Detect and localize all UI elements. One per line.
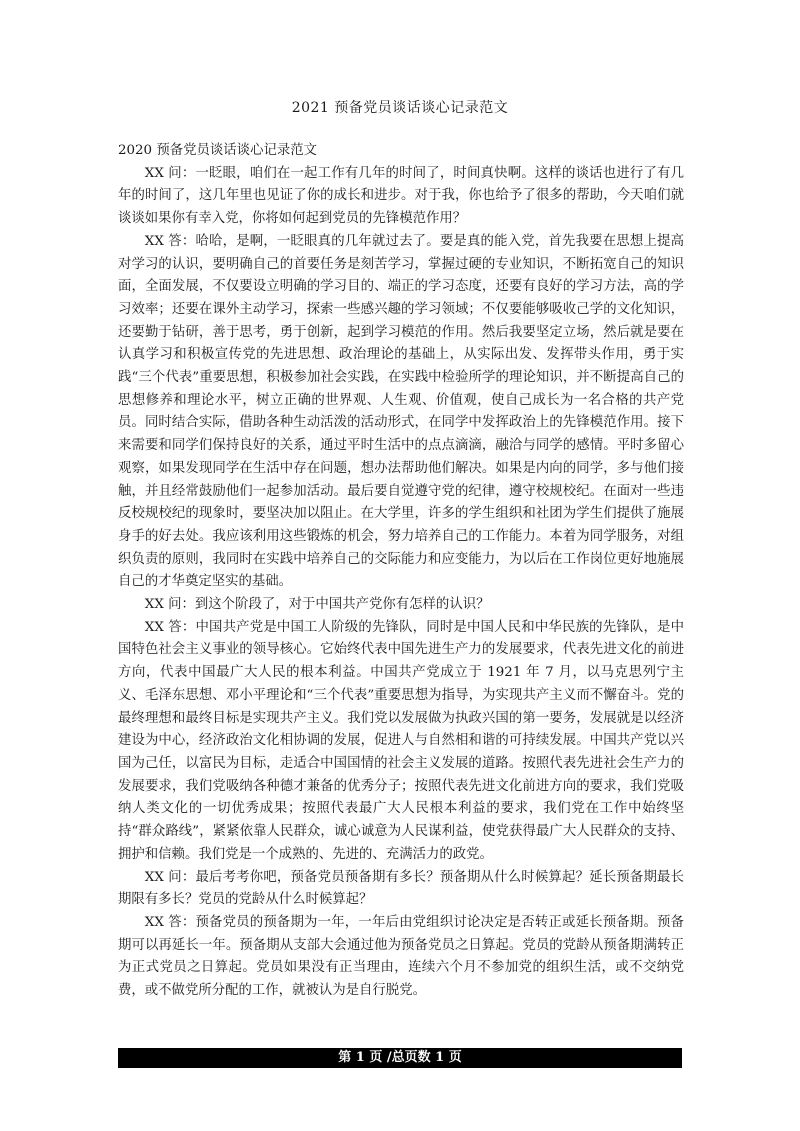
- paragraph-answer-3: XX 答：预备党员的预备期为一年，一年后由党组织讨论决定是否转正或延长预备期。预备期可以再延长一年。预备期从支部大会通过他为预备党员之日算起。党员的党龄从预备期满转正为正式党员之日算起。党员如果没有正当理由，连续六个月不参加党的组织生活，或不交纳党费，或不做党所分配的工作，就被认为是自行脱党。: [118, 914, 684, 999]
- document-body: [118, 140, 684, 1003]
- paragraph-question-2: XX 问：到这个阶段了，对于中国共产党你有怎样的认识？: [144, 597, 490, 613]
- document-subtitle: 2020 预备党员谈话谈心记录范文: [118, 143, 318, 158]
- document-title: 2021 预备党员谈话谈心记录范文: [291, 100, 509, 116]
- paragraph-answer-2: XX 答：中国共产党是中国工人阶级的先锋队，同时是中国人民和中华民族的先锋队，是中国特色社会主义事业的领导核心。它始终代表中国先进生产力的发展要求，代表先进文化的前进方向，代表中国最广大人民的根本利益。中国共产党成立于 1921 年 7 月，以马克思列宁主义、毛泽东思想、邓小平理论和“三个代表”重要思想为指导，为实现共产主义而不懈奋斗。党的最终理想和最终目标是实现共产主义。我们党以发展做为执政兴国的第一要务，发展就是以经济建设为中心，经济政治文化相协调的发展，促进人与自然相和谐的可持续发展。中国共产党以兴国为己任，以富民为目标，走适合中国国情的社会主义发展的道路。按照代表先进社会生产力的发展要求，我们党吸纳各种德才兼备的优秀分子；按照代表先进文化前进方向的要求，我们党吸纳人类文化的一切优秀成果；按照代表最广大人民根本利益的要求，我们党在工作中始终坚持“群众路线”，紧紧依靠人民群众，诚心诚意为人民谋利益，使党获得最广大人民群众的支持、拥护和信赖。我们党是一个成熟的、先进的、充满活力的政党。: [118, 619, 684, 862]
- paragraph-question-1: XX 问：一眨眼，咱们在一起工作有几年的时间了，时间真快啊。这样的谈话也进行了有几年的时间了，这几年里也见证了你的成长和进步。对于我，你也给予了很多的帮助，今天咱们就谈谈如果你有幸入党，你将如何起到党员的先锋模范作用？: [118, 165, 684, 227]
- paragraph-question-3: XX 问：最后考考你吧，预备党员预备期有多长？预备期从什么时候算起？延长预备期最长期限有多长？党员的党龄从什么时候算起？: [118, 869, 684, 908]
- paragraph-answer-1: XX 答：哈哈，是啊，一眨眼真的几年就过去了。要是真的能入党，首先我要在思想上提高对学习的认识，要明确自己的首要任务是刻苦学习，掌握过硬的专业知识，不断拓宽自己的知识面，全面发展，不仅要设立明确的学习目的、端正的学习态度，还要有良好的学习方法，高的学习效率；还要在课外主动学习，探索一些感兴趣的学习领域；不仅要能够吸收己学的文化知识，还要勤于钻研，善于思考，勇于创新，起到学习模范的作用。然后我要坚定立场，然后就是要在认真学习和积极宣传党的先进思想、政治理论的基础上，从实际出发、发挥带头作用，勇于实践“三个代表”重要思想，积极参加社会实践，在实践中检验所学的理论知识，并不断提高自己的思想修养和理论水平，树立正确的世界观、人生观、价值观，使自己成长为一名合格的共产党员。同时结合实际，借助各种生动活泼的活动形式，在同学中发挥政治上的先锋模范作用。接下来需要和同学们保持良好的关系，通过平时生活中的点点滴滴，融洽与同学的感情。平时多留心观察，如果发现同学在生活中存在问题，想办法帮助他们解决。如果是内向的同学，多与他们接触，并且经常鼓励他们一起参加活动。最后要自觉遵守党的纪律，遵守校规校纪。在面对一些违反校规校纪的现象时，要坚决加以阻止。在大学里，许多的学生组织和社团为学生们提供了施展身手的好去处。我应该利用这些锻炼的机会，努力培养自己的工作能力。本着为同学服务，对组织负责的原则，我同时在实践中培养自己的交际能力和应变能力，为以后在工作岗位更好地施展自己的才华奠定坚实的基础。: [118, 233, 684, 590]
- page-footer: [118, 1048, 682, 1068]
- page-indicator: 第 1 页 /总页数 1 页: [338, 1050, 462, 1065]
